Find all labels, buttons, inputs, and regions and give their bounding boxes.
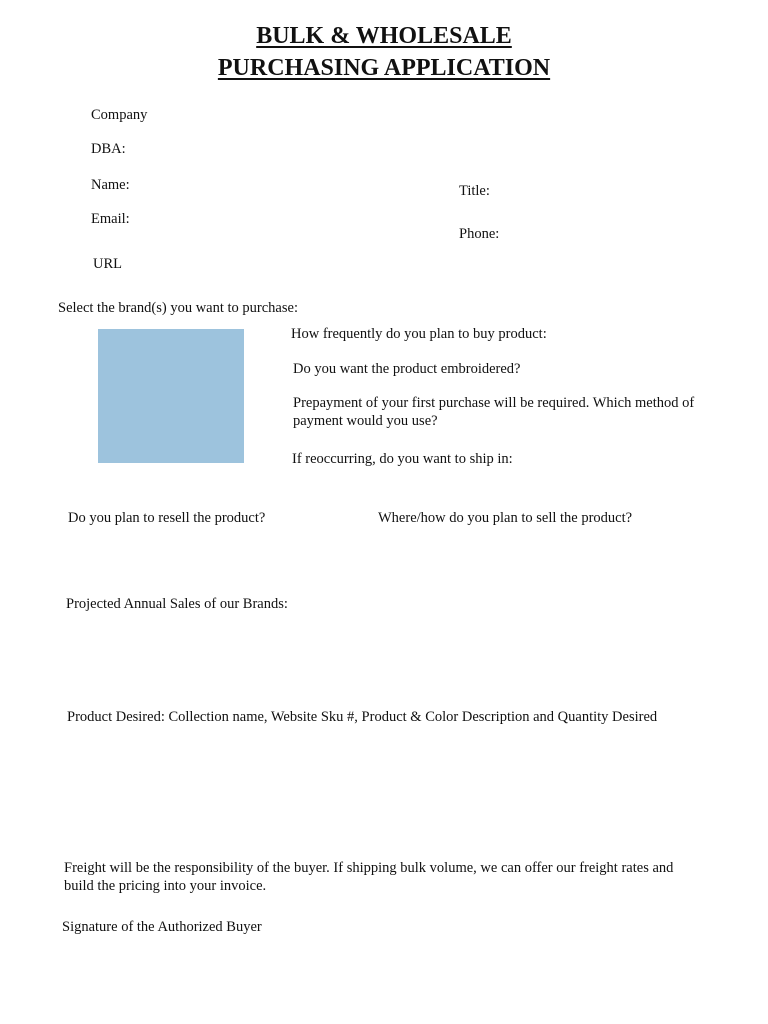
frequency-question: How frequently do you plan to buy product: [291,326,547,342]
company-label: Company [91,107,148,123]
email-label: Email: [91,211,130,227]
projected-sales-label: Projected Annual Sales of our Brands: [66,596,288,612]
embroidered-question: Do you want the product embroidered? [293,361,521,377]
prepayment-question: Prepayment of your first purchase will be required. Which method of payment would you use? [293,395,695,429]
reoccurring-question: If reoccurring, do you want to ship in: [292,451,513,467]
dba-label: DBA: [91,141,126,157]
freight-note: Freight will be the responsibility of the buyer. If shipping bulk volume, we can offer our freight rates and build the pricing into your invoice. [64,860,674,894]
page-title-line1 [0,22,768,50]
signature-label: Signature of the Authorized Buyer [62,919,262,935]
title-line1-text: BULK & WHOLESALE [256,23,512,49]
product-desired-label: Product Desired: Collection name, Website Sku #, Product & Color Description and Quantity Desired [67,709,658,725]
title-label: Title: [459,183,490,199]
brand-select-prompt: Select the brand(s) you want to purchase: [58,300,298,316]
url-label: URL [93,256,122,272]
where-sell-question: Where/how do you plan to sell the product? [378,510,633,526]
resell-question: Do you plan to resell the product? [68,510,266,526]
phone-label: Phone: [459,226,500,242]
brand-selection-box[interactable] [98,329,244,463]
title-line2-text: PURCHASING APPLICATION [217,55,551,81]
page-title-line2 [0,54,768,82]
name-label: Name: [91,177,130,193]
